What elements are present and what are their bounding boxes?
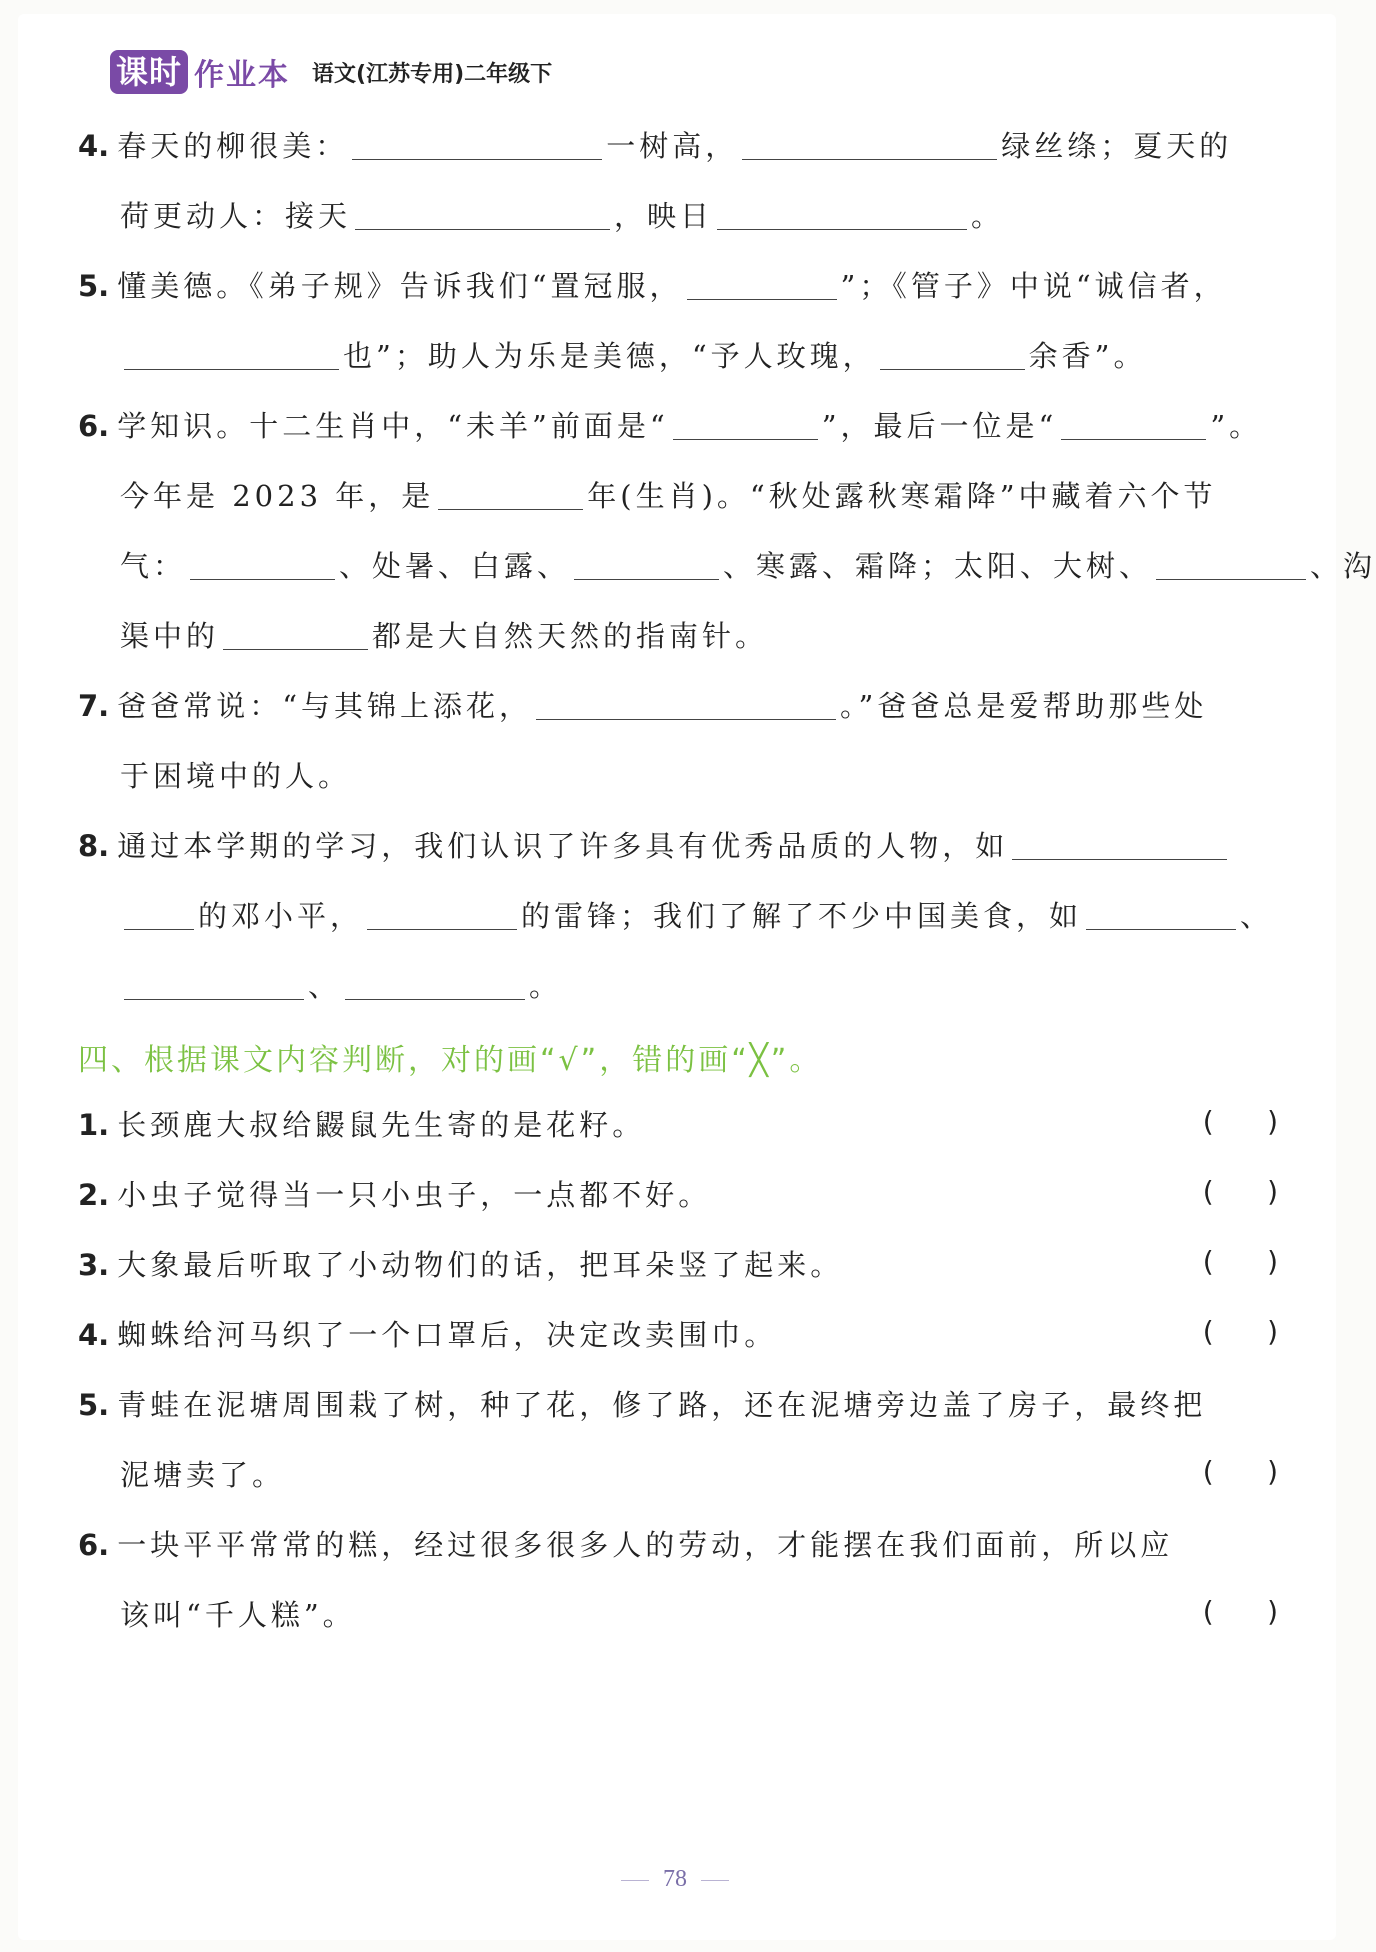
fill-question-6-line (78, 406, 1262, 446)
question-text: 于困境中的人。 (120, 759, 352, 793)
question-text: 长颈鹿大叔给鼹鼠先生寄的是花籽。 (117, 1108, 646, 1142)
question-number: 1. (78, 1108, 110, 1142)
fill-question-6-line (120, 546, 1376, 586)
question-text: 渠中的 (120, 619, 220, 653)
question-text: ”；《管子》中说“诚信者， (840, 269, 1227, 303)
answer-blank[interactable] (717, 199, 967, 230)
question-number: 4. (78, 129, 110, 163)
answer-blank[interactable] (124, 899, 194, 930)
question-text: 余香”。 (1028, 339, 1147, 373)
fill-question-8-line (78, 826, 1231, 866)
question-text: 小虫子觉得当一只小虫子，一点都不好。 (117, 1178, 712, 1212)
question-number: 6. (78, 409, 110, 443)
fill-question-6-line (120, 616, 768, 656)
question-number: 8. (78, 829, 110, 863)
fill-question-8-line (120, 896, 1273, 936)
answer-blank[interactable] (536, 689, 836, 720)
question-text: 春天的柳很美： (117, 129, 349, 163)
answer-blank[interactable] (742, 129, 997, 160)
answer-parentheses[interactable]: ( ) (1202, 1595, 1278, 1628)
judge-question-5-line (120, 1455, 285, 1495)
question-text: 也”；助人为乐是美德，“予人玫瑰， (343, 339, 876, 373)
question-text: 学知识。十二生肖中，“未羊”前面是“ (117, 409, 669, 443)
page-footer (0, 1866, 1350, 1893)
fill-question-7-line (120, 756, 351, 796)
question-text: 绿丝绦；夏天的 (1001, 129, 1233, 163)
fill-question-4-line (120, 196, 1004, 236)
question-number: 3. (78, 1248, 110, 1282)
answer-blank[interactable] (687, 269, 837, 300)
answer-blank[interactable] (367, 899, 517, 930)
fill-question-8-line (120, 966, 562, 1006)
brand-title: 作业本 (194, 58, 291, 93)
footer-dash-right (701, 1880, 729, 1881)
section-4-title: 四、根据课文内容判断，对的画“√”，错的画“╳”。 (78, 1043, 823, 1078)
question-text: 年(生肖)。“秋处露秋寒霜降”中藏着六个节 (587, 479, 1217, 513)
answer-blank[interactable] (355, 199, 610, 230)
judge-question-5-line (78, 1385, 1206, 1425)
question-number: 5. (78, 269, 110, 303)
question-number: 7. (78, 689, 110, 723)
question-text: 一树高， (606, 129, 739, 163)
question-text: 爸爸常说：“与其锦上添花， (117, 689, 533, 723)
footer-dash-left (621, 1880, 649, 1881)
answer-blank[interactable] (352, 129, 602, 160)
question-number: 4. (78, 1318, 110, 1352)
fill-question-7-line (78, 686, 1207, 726)
answer-parentheses[interactable]: ( ) (1202, 1105, 1278, 1138)
fill-question-4-line (78, 126, 1232, 166)
question-text: 大象最后听取了小动物们的话，把耳朵竖了起来。 (117, 1248, 844, 1282)
judge-question-1-line (78, 1105, 645, 1145)
question-text: 都是大自然天然的指南针。 (372, 619, 769, 653)
question-text: 、寒露、霜降；太阳、大树、 (723, 549, 1153, 583)
question-number: 6. (78, 1528, 110, 1562)
question-text: 气： (120, 549, 187, 583)
answer-blank[interactable] (1156, 549, 1306, 580)
answer-blank[interactable] (1086, 899, 1236, 930)
judge-question-6-line (78, 1525, 1173, 1565)
question-number: 5. (78, 1388, 110, 1422)
answer-parentheses[interactable]: ( ) (1202, 1455, 1278, 1488)
judge-question-3-line (78, 1245, 843, 1285)
answer-blank[interactable] (1061, 409, 1206, 440)
question-text: ，映日 (614, 199, 714, 233)
answer-blank[interactable] (880, 339, 1025, 370)
question-text: 。 (971, 199, 1005, 233)
question-text: 懂美德。《弟子规》告诉我们“置冠服， (117, 269, 683, 303)
fill-question-5-line (78, 266, 1227, 306)
question-text: 通过本学期的学习，我们认识了许多具有优秀品质的人物，如 (117, 829, 1009, 863)
subject-title: 语文(江苏专用)二年级下 (312, 61, 553, 87)
question-text: 泥塘卖了。 (120, 1458, 286, 1492)
answer-blank[interactable] (673, 409, 818, 440)
answer-blank[interactable] (1012, 829, 1227, 860)
question-text: 今年是 2023 年，是 (120, 479, 435, 513)
answer-parentheses[interactable]: ( ) (1202, 1245, 1278, 1278)
question-text: 。”爸爸总是爱帮助那些处 (840, 689, 1208, 723)
question-text: 的雷锋；我们了解了不少中国美食，如 (521, 899, 1083, 933)
question-text: 一块平平常常的糕，经过很多很多人的劳动，才能摆在我们面前，所以应 (117, 1528, 1174, 1562)
question-text: ”。 (1210, 409, 1263, 443)
question-text: 、 (308, 969, 342, 1003)
question-number: 2. (78, 1178, 110, 1212)
question-text: ”，最后一位是“ (821, 409, 1058, 443)
answer-blank[interactable] (223, 619, 368, 650)
fill-question-5-line (120, 336, 1146, 376)
answer-parentheses[interactable]: ( ) (1202, 1175, 1278, 1208)
judge-question-6-line (120, 1595, 356, 1635)
answer-parentheses[interactable]: ( ) (1202, 1315, 1278, 1348)
answer-blank[interactable] (124, 969, 304, 1000)
question-text: 青蛙在泥塘周围栽了树，种了花，修了路，还在泥塘旁边盖了房子，最终把 (117, 1388, 1207, 1422)
question-text: 。 (529, 969, 563, 1003)
question-text: 、处暑、白露、 (339, 549, 571, 583)
question-text: 蜘蛛给河马织了一个口罩后，决定改卖围巾。 (117, 1318, 778, 1352)
judge-question-4-line (78, 1315, 777, 1355)
fill-question-6-line (120, 476, 1217, 516)
header (110, 48, 552, 96)
answer-blank[interactable] (438, 479, 583, 510)
answer-blank[interactable] (190, 549, 335, 580)
question-text: 该叫“千人糕”。 (120, 1598, 356, 1632)
brand-badge: 课时 (110, 50, 188, 94)
answer-blank[interactable] (345, 969, 525, 1000)
question-text: 的邓小平， (198, 899, 364, 933)
question-text: 、 (1240, 899, 1274, 933)
judge-question-2-line (78, 1175, 711, 1215)
question-text: 荷更动人：接天 (120, 199, 352, 233)
answer-blank[interactable] (574, 549, 719, 580)
answer-blank[interactable] (124, 339, 339, 370)
question-text: 、沟 (1310, 549, 1376, 583)
page-number: 78 (663, 1866, 687, 1892)
